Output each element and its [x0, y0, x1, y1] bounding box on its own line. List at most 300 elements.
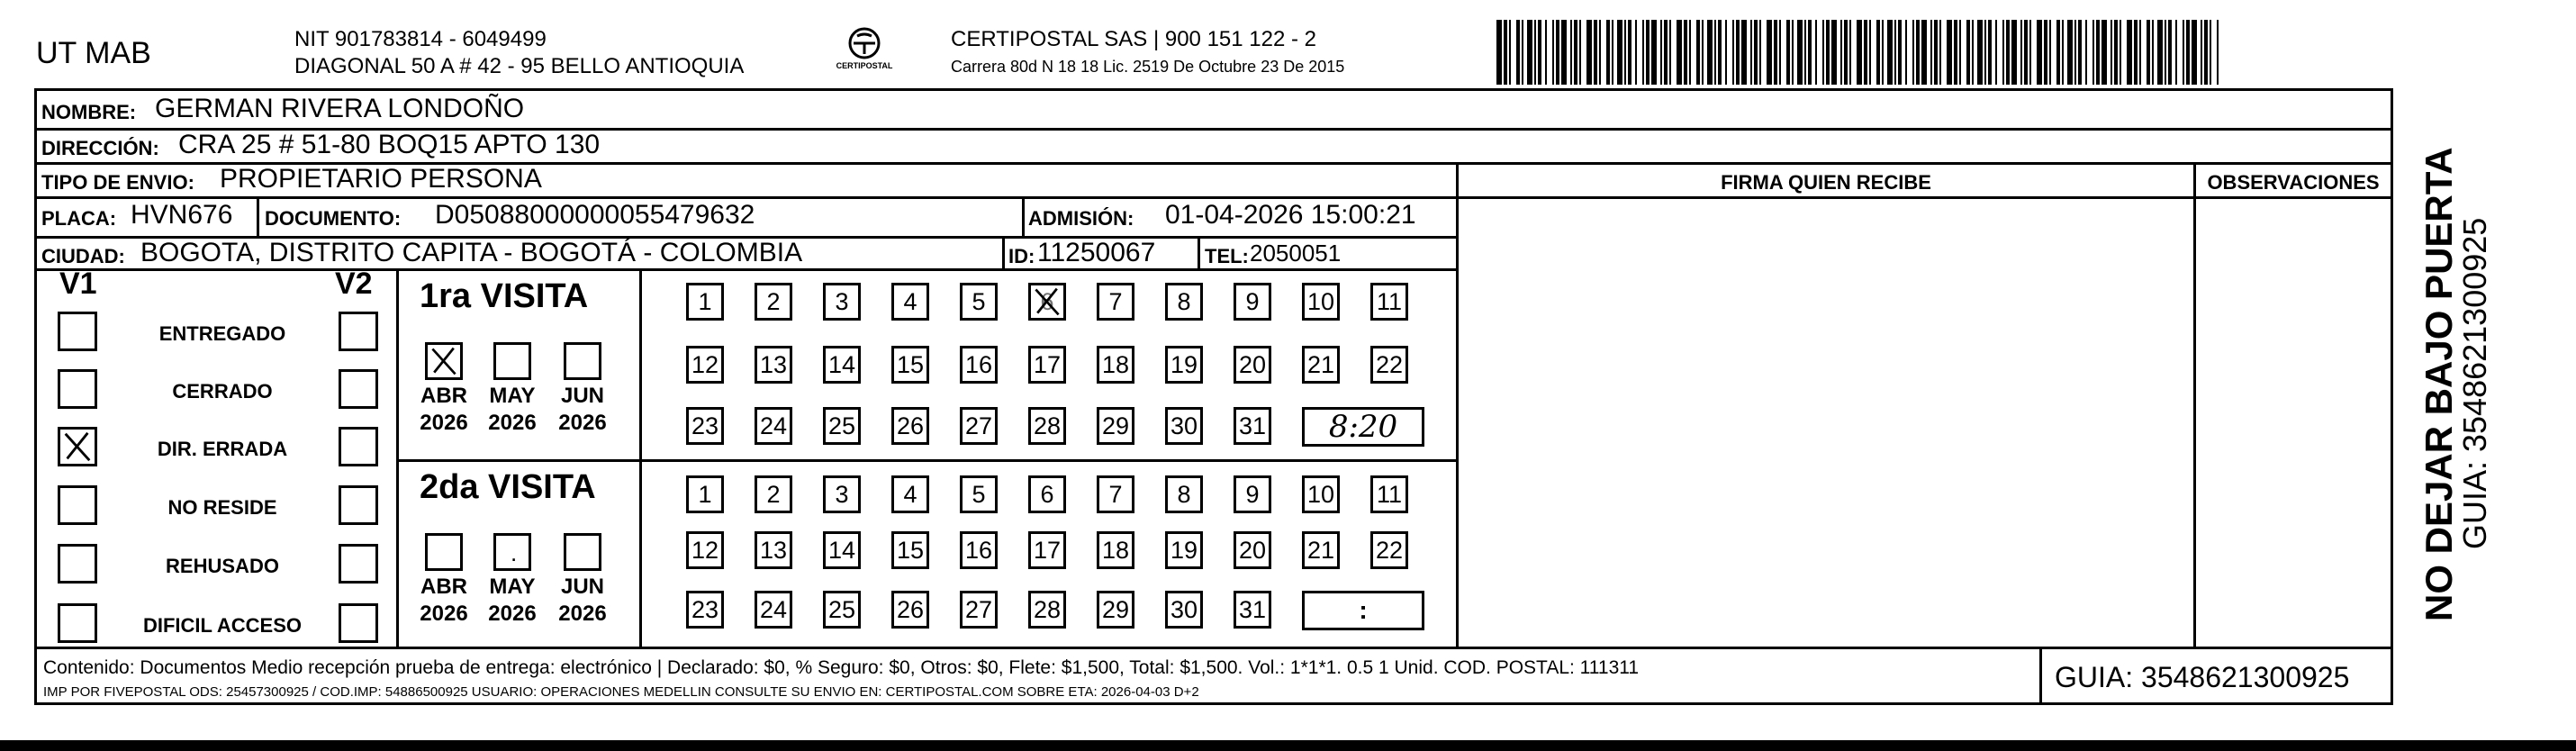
- barcode-bar: [2183, 20, 2184, 85]
- day-box[interactable]: [823, 475, 861, 513]
- barcode-bar: [2037, 20, 2042, 85]
- day-number: 29: [1101, 412, 1130, 439]
- day-mark: [1031, 285, 1063, 318]
- day-box[interactable]: [1302, 531, 1340, 569]
- day-box[interactable]: [1097, 591, 1134, 629]
- barcode-bar: [1707, 20, 1713, 85]
- barcode-bar: [2002, 20, 2004, 85]
- day-box[interactable]: [755, 283, 792, 321]
- barcode-bar: [1689, 20, 1691, 85]
- barcode-bar: [1538, 20, 1541, 85]
- day-box[interactable]: [1097, 475, 1134, 513]
- footer-guide: GUIA: 3548621300925: [2055, 661, 2350, 693]
- visit-time: 8:20: [1328, 409, 1398, 445]
- day-box[interactable]: [823, 591, 861, 629]
- barcode-bar: [1849, 20, 1851, 85]
- barcode-bar: [2204, 20, 2208, 85]
- barcode-bar: [1702, 20, 1704, 85]
- day-number: 5: [972, 287, 986, 315]
- day-number: 21: [1306, 536, 1335, 564]
- x-mark-icon: [428, 345, 460, 377]
- status-checkbox-v1[interactable]: [58, 603, 97, 643]
- barcode-bar: [1876, 20, 1880, 85]
- status-checkbox-v1[interactable]: [58, 544, 97, 584]
- day-number: 31: [1238, 595, 1267, 623]
- month-label: ABR: [420, 575, 467, 599]
- day-box[interactable]: [823, 346, 861, 384]
- year-label: 2026: [420, 602, 468, 626]
- day-box[interactable]: [1028, 283, 1066, 321]
- send-type-label: TIPO DE ENVIO:: [41, 171, 194, 194]
- day-box[interactable]: [686, 475, 724, 513]
- month-label: JUN: [560, 575, 604, 599]
- day-number: 23: [691, 595, 719, 623]
- visit-time: :: [1359, 596, 1368, 624]
- day-number: 30: [1170, 595, 1198, 623]
- barcode-bar: [1684, 20, 1687, 85]
- day-box[interactable]: [823, 407, 861, 445]
- barcode-bar: [1570, 20, 1572, 85]
- day-box[interactable]: [686, 283, 724, 321]
- barcode-bar: [2168, 20, 2172, 85]
- day-box[interactable]: [1370, 346, 1408, 384]
- day-number: 8: [1177, 480, 1191, 508]
- v2-label: V2: [335, 267, 373, 301]
- year-label: 2026: [420, 411, 468, 435]
- barcode-bar: [2157, 20, 2163, 85]
- barcode-bar: [1516, 20, 1520, 85]
- day-number: 3: [835, 480, 849, 508]
- day-box[interactable]: [1302, 475, 1340, 513]
- barcode-bar: [1797, 20, 1803, 85]
- barcode-bar: [1966, 20, 1970, 85]
- barcode-bar: [2147, 20, 2150, 85]
- status-label: CERRADO: [172, 380, 273, 403]
- barcode-bar: [1669, 20, 1671, 85]
- barcode-bar: [2062, 20, 2064, 85]
- day-box[interactable]: [960, 346, 998, 384]
- day-box[interactable]: [755, 407, 792, 445]
- barcode-bar: [1617, 20, 1622, 85]
- day-box[interactable]: [686, 346, 724, 384]
- barcode-bar: [2175, 20, 2177, 85]
- day-box[interactable]: [1234, 407, 1271, 445]
- day-number: 15: [896, 350, 925, 378]
- day-box[interactable]: [960, 591, 998, 629]
- day-number: 19: [1170, 350, 1198, 378]
- day-number: 4: [903, 287, 917, 315]
- tel-label: TEL:: [1205, 245, 1249, 267]
- status-label: DIR. ERRADA: [157, 438, 288, 460]
- barcode-bar: [2067, 20, 2073, 85]
- day-number: 27: [964, 412, 993, 439]
- day-box[interactable]: [891, 591, 929, 629]
- recipient-name: GERMAN RIVERA LONDOÑO: [155, 94, 525, 123]
- barcode-bar: [1939, 20, 1941, 85]
- day-number: 14: [827, 536, 856, 564]
- barcode-bar: [1808, 20, 1812, 85]
- barcode-bar: [2127, 20, 2132, 85]
- barcode-bar: [1792, 20, 1794, 85]
- day-number: 25: [827, 412, 856, 439]
- barcode-bar: [1660, 20, 1662, 85]
- barcode-bar: [1642, 20, 1644, 85]
- day-box[interactable]: [1234, 283, 1271, 321]
- x-mark-icon: [1031, 285, 1063, 318]
- day-box[interactable]: [1028, 591, 1066, 629]
- day-number: 16: [964, 536, 993, 564]
- city: BOGOTA, DISTRITO CAPITA - BOGOTÁ - COLOMBIA: [140, 238, 803, 267]
- admission-date: 01-04-2026 15:00:21: [1165, 200, 1416, 230]
- day-number: 4: [903, 480, 917, 508]
- status-checkbox-v2[interactable]: [339, 369, 378, 409]
- barcode-bar: [1651, 20, 1657, 85]
- id-label: ID:: [1008, 245, 1035, 267]
- day-number: 6: [1040, 287, 1054, 315]
- day-number: 7: [1108, 480, 1123, 508]
- time-box[interactable]: [1302, 407, 1424, 447]
- barcode-bar: [1599, 20, 1601, 85]
- day-number: 28: [1033, 595, 1062, 623]
- barcode-bar: [2056, 20, 2060, 85]
- barcode-bar: [1750, 20, 1752, 85]
- day-number: 24: [759, 595, 788, 623]
- barcode-bar: [1882, 20, 1884, 85]
- day-box[interactable]: [823, 531, 861, 569]
- barcode-bar: [1646, 20, 1650, 85]
- barcode-bar: [1504, 20, 1507, 85]
- page-bottom-rule: [0, 740, 2576, 751]
- barcode-bar: [2029, 20, 2031, 85]
- day-box[interactable]: [1028, 407, 1066, 445]
- month-checkbox-jun[interactable]: [564, 342, 601, 380]
- day-box[interactable]: [1097, 531, 1134, 569]
- logo-text: CERTIPOSTAL: [836, 61, 893, 70]
- barcode-bar: [2020, 20, 2022, 85]
- status-label: NO RESIDE: [167, 496, 277, 519]
- day-number: 30: [1170, 412, 1198, 439]
- plate-label: PLACA:: [41, 207, 117, 230]
- barcode-bar: [2006, 20, 2010, 85]
- footer-print-info: IMP POR FIVEPOSTAL ODS: 25457300925 / COD.IMP: 54886500925 USUARIO: OPERACIONES MEDELLIN CONSULTE SU ENVIO EN: CERTIPOSTAL.COM SOBRE ETA: 2026-04-03 D+2: [43, 684, 1199, 700]
- year-label: 2026: [488, 602, 537, 626]
- barcode-bar: [1664, 20, 1668, 85]
- day-box[interactable]: [755, 475, 792, 513]
- day-number: 18: [1101, 350, 1130, 378]
- day-number: 5: [972, 480, 986, 508]
- barcode-bar: [2085, 20, 2087, 85]
- barcode-bar: [2120, 20, 2121, 85]
- barcode-bar: [1869, 20, 1871, 85]
- day-box[interactable]: [960, 407, 998, 445]
- day-box[interactable]: [1028, 475, 1066, 513]
- barcode-bar: [1612, 20, 1613, 85]
- day-box[interactable]: [686, 407, 724, 445]
- day-number: 13: [759, 350, 788, 378]
- admission-label: ADMISIÓN:: [1028, 207, 1134, 230]
- month-checkbox-jun[interactable]: [564, 533, 601, 571]
- day-number: 31: [1238, 412, 1267, 439]
- status-checkbox-v1[interactable]: [58, 312, 97, 351]
- side-guide: GUIA: 3548621300925: [2456, 217, 2493, 549]
- signature-header: FIRMA QUIEN RECIBE: [1721, 171, 1931, 194]
- barcode-bar: [1930, 20, 1932, 85]
- barcode-bar: [1894, 20, 1896, 85]
- day-box[interactable]: [1097, 346, 1134, 384]
- day-number: 29: [1101, 595, 1130, 623]
- company-name: UT MAB: [36, 36, 151, 70]
- status-checkbox-v2[interactable]: [339, 544, 378, 584]
- day-number: 12: [691, 536, 719, 564]
- barcode-bar: [1934, 20, 1938, 85]
- day-number: 18: [1101, 536, 1130, 564]
- barcode-bar: [1857, 20, 1862, 85]
- barcode-bar: [2074, 20, 2076, 85]
- day-box[interactable]: [891, 531, 929, 569]
- day-box[interactable]: [755, 346, 792, 384]
- barcode-bar: [1635, 20, 1637, 85]
- month-checkbox-abr[interactable]: [425, 342, 463, 380]
- barcode-bar: [1696, 20, 1700, 85]
- recipient-tel: 2050051: [1250, 240, 1342, 267]
- day-box[interactable]: [755, 591, 792, 629]
- day-box[interactable]: [1302, 283, 1340, 321]
- day-box[interactable]: [1234, 531, 1271, 569]
- barcode-bar: [1754, 20, 1758, 85]
- barcode-bar: [2192, 20, 2197, 85]
- barcode-bar: [2092, 20, 2094, 85]
- barcode-bar: [1916, 20, 1920, 85]
- day-number: 28: [1033, 412, 1062, 439]
- status-checkbox-v2[interactable]: [339, 485, 378, 525]
- day-box[interactable]: [1028, 346, 1066, 384]
- day-number: 2: [766, 287, 781, 315]
- recipient-address: CRA 25 # 51-80 BOQ15 APTO 130: [178, 130, 601, 159]
- day-number: 17: [1033, 350, 1062, 378]
- barcode-bar: [1509, 20, 1511, 85]
- day-number: 23: [691, 412, 719, 439]
- day-number: 19: [1170, 536, 1198, 564]
- barcode-bar: [2111, 20, 2112, 85]
- status-label: ENTREGADO: [158, 322, 286, 345]
- day-number: 22: [1375, 536, 1404, 564]
- barcode-bar: [1774, 20, 1777, 85]
- day-box[interactable]: [891, 407, 929, 445]
- barcode-bar: [1887, 20, 1893, 85]
- barcode-bar: [1522, 20, 1523, 85]
- day-box[interactable]: [686, 531, 724, 569]
- status-checkbox-v1[interactable]: [58, 369, 97, 409]
- day-number: 20: [1238, 350, 1267, 378]
- day-number: 27: [964, 595, 993, 623]
- document-label: DOCUMENTO:: [265, 207, 402, 230]
- address-label: DIRECCIÓN:: [41, 137, 159, 159]
- status-checkbox-v2[interactable]: [339, 427, 378, 466]
- day-number: 22: [1375, 350, 1404, 378]
- send-type: PROPIETARIO PERSONA: [220, 164, 542, 194]
- barcode-bar: [1606, 20, 1610, 85]
- day-box[interactable]: [1370, 283, 1408, 321]
- barcode-bar: [1732, 20, 1734, 85]
- day-box[interactable]: [960, 283, 998, 321]
- day-number: 11: [1376, 480, 1403, 508]
- day-box[interactable]: [960, 475, 998, 513]
- barcode-bar: [1995, 20, 1997, 85]
- barcode-bar: [1714, 20, 1716, 85]
- status-checkbox-v1[interactable]: [58, 427, 97, 466]
- barcode-bar: [1579, 20, 1581, 85]
- day-number: 15: [896, 536, 925, 564]
- status-checkbox-v2[interactable]: [339, 312, 378, 351]
- day-number: 10: [1306, 287, 1335, 315]
- day-box[interactable]: [1165, 283, 1203, 321]
- day-number: 11: [1376, 287, 1403, 315]
- barcode-bar: [2096, 20, 2100, 85]
- day-box[interactable]: [960, 531, 998, 569]
- month-label: MAY: [489, 575, 536, 599]
- month-checkbox-may[interactable]: [493, 342, 531, 380]
- day-number: 14: [827, 350, 856, 378]
- barcode-bar: [1586, 20, 1592, 85]
- day-box[interactable]: [1165, 346, 1203, 384]
- barcode-bar: [1545, 20, 1547, 85]
- barcode-bar: [1534, 20, 1536, 85]
- day-box[interactable]: [1234, 475, 1271, 513]
- footer-contents: Contenido: Documentos Medio recepción prueba de entrega: electrónico | Declarado: $0, % Seguro: $0, Otros: $0, Flete: $1,500, Total: $1,500. Vol.: 1*1*1. 0.5 1 Unid. COD. POSTAL: 111311: [43, 657, 1640, 678]
- day-box[interactable]: [1097, 407, 1134, 445]
- barcode-bar: [1864, 20, 1867, 85]
- day-number: 17: [1033, 536, 1062, 564]
- year-label: 2026: [558, 411, 607, 435]
- year-label: 2026: [488, 411, 537, 435]
- day-box[interactable]: [1165, 591, 1203, 629]
- barcode-bar: [1741, 20, 1747, 85]
- day-number: 16: [964, 350, 993, 378]
- barcode-bar: [1725, 20, 1727, 85]
- day-box[interactable]: [1165, 407, 1203, 445]
- barcode-bar: [1561, 20, 1567, 85]
- day-box[interactable]: [686, 591, 724, 629]
- carrier-license: Carrera 80d N 18 18 Lic. 2519 De Octubre 23 De 2015: [951, 58, 1345, 76]
- barcode-bar: [2024, 20, 2028, 85]
- day-number: 6: [1040, 480, 1054, 508]
- status-checkbox-v2[interactable]: [339, 603, 378, 643]
- month-checkbox-may[interactable]: [493, 533, 531, 571]
- barcode-bar: [1556, 20, 1559, 85]
- day-box[interactable]: [891, 283, 929, 321]
- barcode-bar: [1905, 20, 1907, 85]
- recipient-id: 11250067: [1037, 238, 1156, 267]
- day-box[interactable]: [755, 531, 792, 569]
- barcode-bar: [2134, 20, 2138, 85]
- status-label: REHUSADO: [166, 555, 279, 577]
- second-visit-title: 2da VISITA: [420, 468, 596, 506]
- day-box[interactable]: [1097, 283, 1134, 321]
- barcode: [1496, 20, 2219, 85]
- day-number: 21: [1306, 350, 1335, 378]
- barcode-bar: [1988, 20, 1992, 85]
- day-number: 26: [896, 412, 925, 439]
- day-number: 9: [1245, 480, 1260, 508]
- barcode-bar: [1767, 20, 1772, 85]
- day-box[interactable]: [1234, 591, 1271, 629]
- barcode-bar: [2078, 20, 2082, 85]
- barcode-bar: [1912, 20, 1914, 85]
- day-box[interactable]: [823, 283, 861, 321]
- day-box[interactable]: [1370, 475, 1408, 513]
- month-label: JUN: [560, 384, 604, 408]
- barcode-bar: [1840, 20, 1842, 85]
- observations-header: OBSERVACIONES: [2207, 171, 2380, 194]
- day-box[interactable]: [891, 346, 929, 384]
- barcode-bar: [1959, 20, 1961, 85]
- month-checkbox-abr[interactable]: [425, 533, 463, 571]
- carrier-name: CERTIPOSTAL SAS | 900 151 122 - 2: [951, 27, 1316, 51]
- x-mark-icon: [60, 430, 95, 464]
- month-label: ABR: [420, 384, 467, 408]
- status-checkbox-v1[interactable]: [58, 485, 97, 525]
- day-number: 25: [827, 595, 856, 623]
- barcode-bar: [2210, 20, 2211, 85]
- barcode-bar: [1984, 20, 1986, 85]
- plate: HVN676: [131, 200, 233, 230]
- certipostal-logo: [828, 23, 900, 77]
- day-box[interactable]: [1302, 346, 1340, 384]
- barcode-bar: [1831, 20, 1837, 85]
- day-number: 12: [691, 350, 719, 378]
- barcode-bar: [1527, 20, 1532, 85]
- barcode-bar: [1826, 20, 1830, 85]
- barcode-bar: [1552, 20, 1554, 85]
- day-box[interactable]: [1165, 475, 1203, 513]
- barcode-bar: [1972, 20, 1974, 85]
- barcode-bar: [1815, 20, 1817, 85]
- day-box[interactable]: [1234, 346, 1271, 384]
- barcode-bar: [1496, 20, 1502, 85]
- barcode-bar: [2217, 20, 2219, 85]
- day-box[interactable]: [891, 475, 929, 513]
- document-number: D05088000000055479632: [435, 200, 755, 230]
- barcode-bar: [1786, 20, 1790, 85]
- time-box[interactable]: [1302, 591, 1424, 630]
- barcode-bar: [1628, 20, 1631, 85]
- barcode-bar: [2165, 20, 2166, 85]
- day-box[interactable]: [1165, 531, 1203, 569]
- city-label: CIUDAD:: [41, 245, 125, 267]
- barcode-bar: [1624, 20, 1626, 85]
- barcode-bar: [1947, 20, 1952, 85]
- barcode-bar: [2101, 20, 2107, 85]
- month-label: MAY: [489, 384, 536, 408]
- barcode-bar: [1677, 20, 1682, 85]
- barcode-bar: [1594, 20, 1597, 85]
- day-number: 13: [759, 536, 788, 564]
- day-number: 24: [759, 412, 788, 439]
- barcode-bar: [1759, 20, 1761, 85]
- name-label: NOMBRE:: [41, 101, 137, 123]
- day-number: 1: [698, 287, 712, 315]
- year-label: 2026: [558, 602, 607, 626]
- day-box[interactable]: [1028, 531, 1066, 569]
- barcode-bar: [2139, 20, 2141, 85]
- day-box[interactable]: [1370, 531, 1408, 569]
- barcode-bar: [1804, 20, 1806, 85]
- status-label: DIFICIL ACCESO: [142, 614, 302, 637]
- dot-mark: .: [511, 539, 518, 566]
- barcode-bar: [2044, 20, 2047, 85]
- barcode-bar: [2114, 20, 2118, 85]
- side-warning: NO DEJAR BAJO PUERTA: [2418, 147, 2460, 621]
